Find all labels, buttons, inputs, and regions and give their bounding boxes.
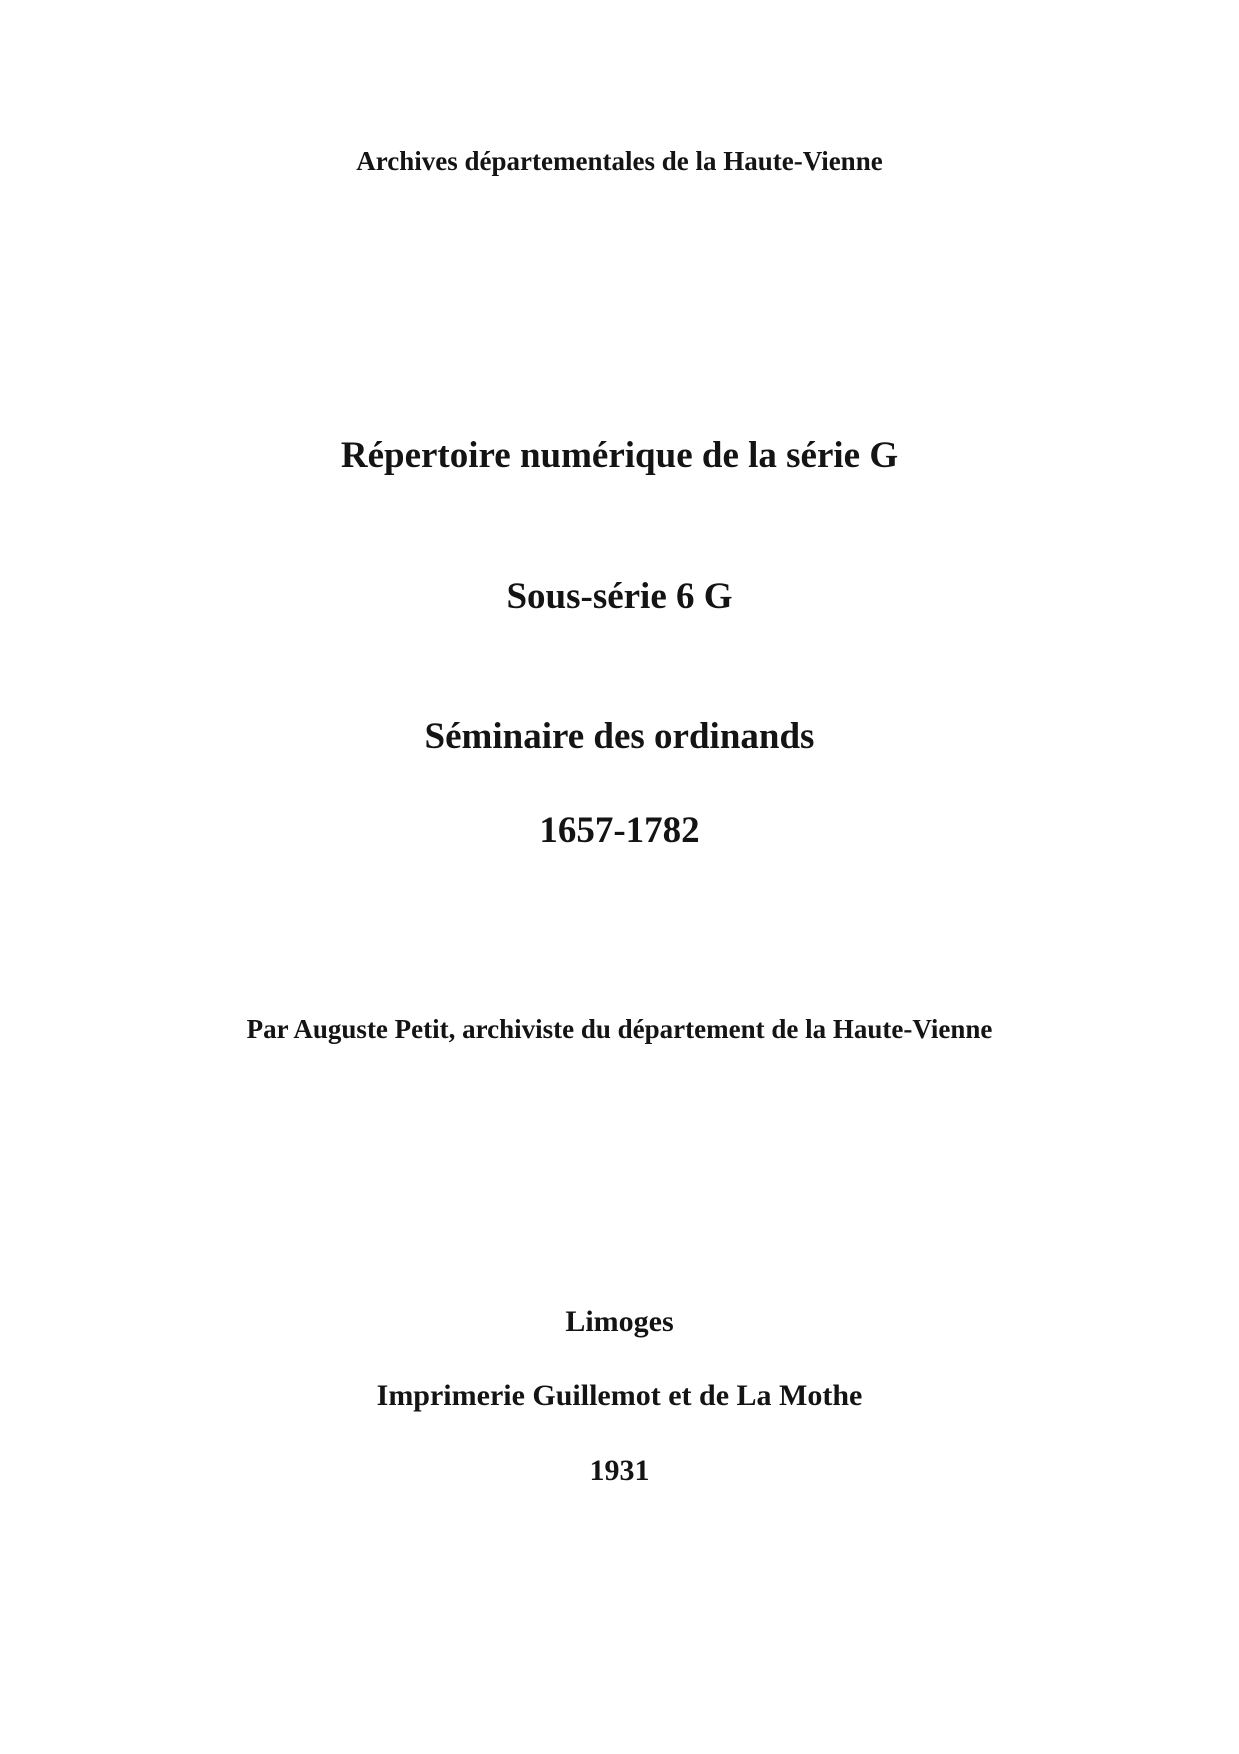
subseries-label: Sous-série 6 G [506, 576, 733, 617]
fonds-name: Séminaire des ordinands [424, 716, 815, 757]
institution-name: Archives départementales de la Haute-Vienne [356, 146, 883, 176]
document-title: Répertoire numérique de la série G [340, 435, 899, 476]
imprint-printer: Imprimerie Guillemot et de La Mothe [376, 1379, 863, 1412]
imprint-place: Limoges [565, 1305, 674, 1338]
imprint-year: 1931 [589, 1454, 650, 1487]
date-range: 1657-1782 [539, 810, 700, 851]
author-credit: Par Auguste Petit, archiviste du département de la Haute-Vienne [246, 1014, 993, 1044]
